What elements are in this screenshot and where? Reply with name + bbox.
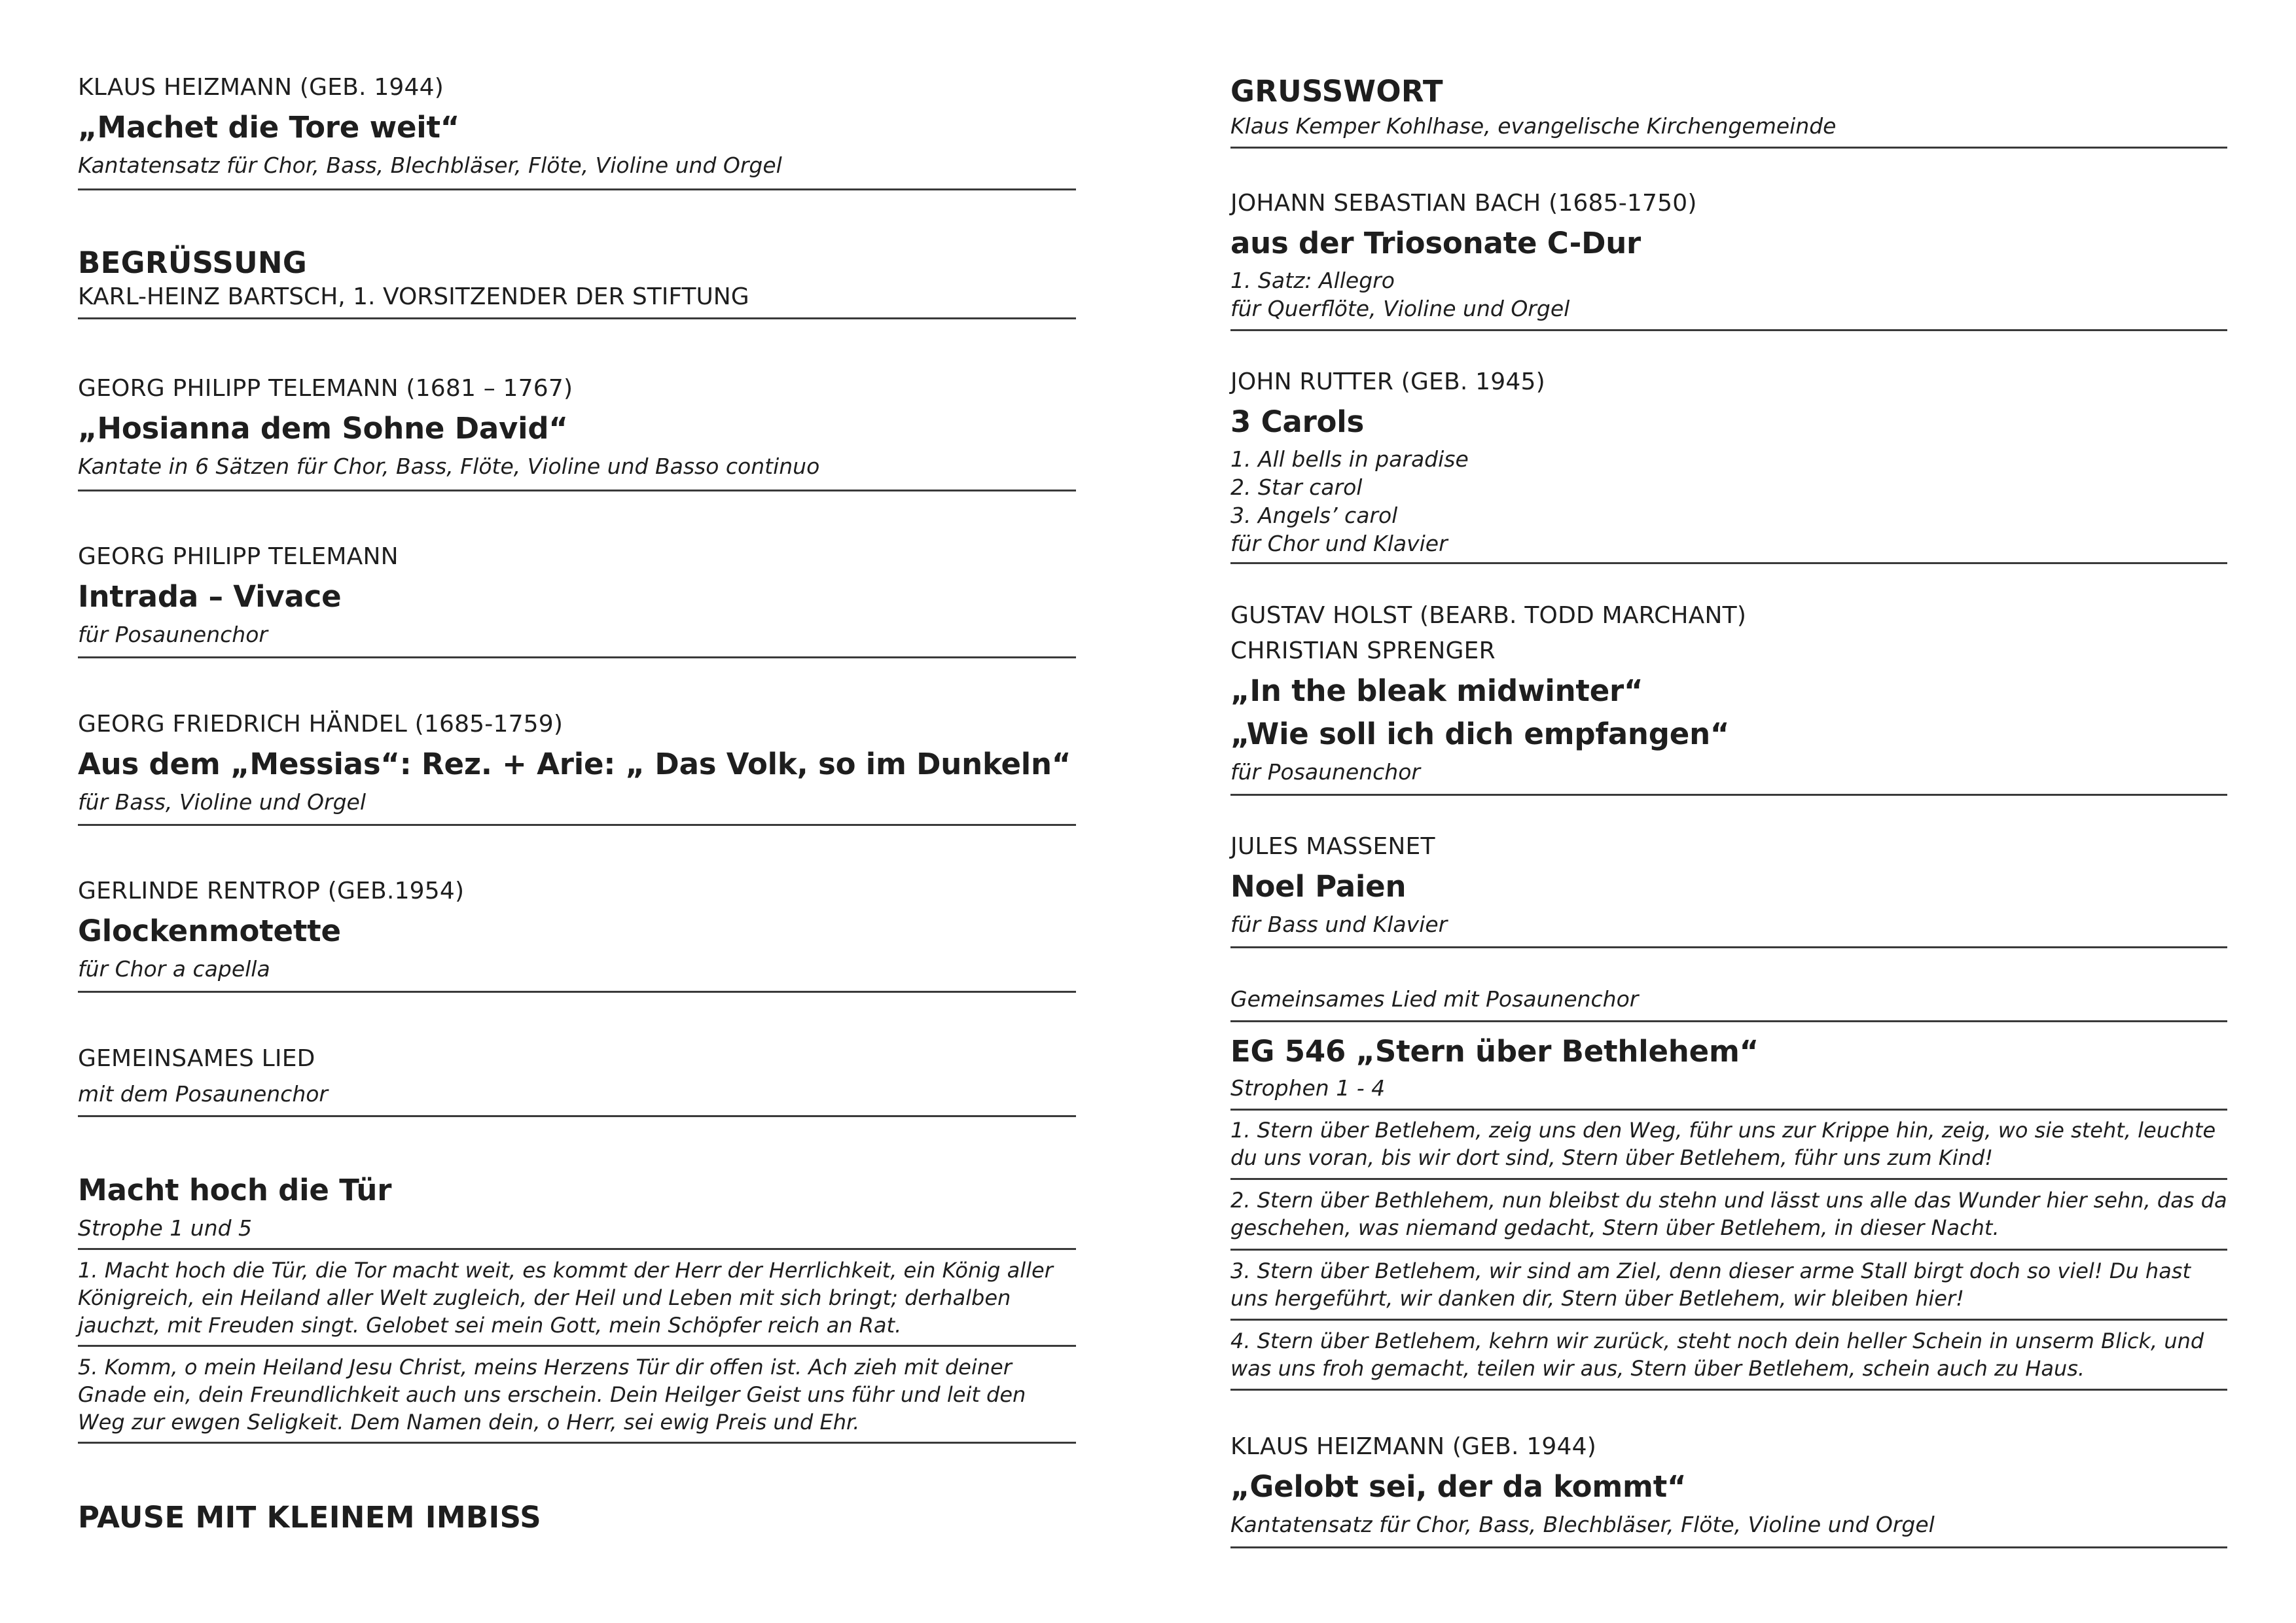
composer-name: GEORG PHILIPP TELEMANN (78, 543, 399, 570)
composer-name: GEORG FRIEDRICH HÄNDEL (1685-1759) (78, 711, 564, 738)
piece-title: aus der Triosonate C-Dur (1230, 226, 1641, 260)
divider (78, 991, 1076, 993)
divider (78, 824, 1076, 826)
carol-item: 2. Star carol (1230, 474, 1363, 500)
composer-name: GEMEINSAMES LIED (78, 1045, 315, 1072)
piece-title: 3 Carols (1230, 404, 1365, 439)
song-verse-1: 1. Stern über Betlehem, zeig uns den Weg, führ uns zur Krippe hin, zeig, wo sie steht, leuchte du uns voran, bis wir dort sind, Stern über Betlehem, führ uns zum Kind! (1230, 1118, 2216, 1170)
piece-title: „Hosianna dem Sohne David“ (78, 411, 568, 446)
composer-name: KLAUS HEIZMANN (GEB. 1944) (1230, 1433, 1596, 1460)
divider (1230, 1249, 2227, 1251)
composer-name: JULES MASSENET (1230, 833, 1435, 860)
section-heading: PAUSE MIT KLEINEM IMBISS (78, 1500, 541, 1535)
song-verse-2: 2. Stern über Bethlehem, nun bleibst du stehn und lässt uns alle das Wunder hier sehn, das da geschehen, was niemand gedacht, Stern über Betlehem, in dieser Nacht. (1230, 1188, 2227, 1240)
song-title: Macht hoch die Tür (78, 1173, 392, 1207)
divider (78, 490, 1076, 491)
song-verses-note: Strophe 1 und 5 (78, 1215, 253, 1241)
composer-name: JOHN RUTTER (GEB. 1945) (1230, 368, 1545, 395)
piece-description: für Querflöte, Violine und Orgel (1230, 296, 1570, 321)
piece-details (1230, 266, 1570, 323)
divider (1230, 1020, 2227, 1022)
song-intro: Gemeinsames Lied mit Posaunenchor (1230, 986, 1639, 1012)
divider (78, 1442, 1076, 1444)
carol-item: 3. Angels’ carol (1230, 503, 1398, 528)
piece-description: für Chor a capella (78, 956, 270, 982)
divider (78, 188, 1076, 190)
piece-description: mit dem Posaunenchor (78, 1081, 328, 1107)
composer-name: GEORG PHILIPP TELEMANN (1681 – 1767) (78, 375, 573, 402)
divider (1230, 1389, 2227, 1391)
piece-title: „Wie soll ich dich empfangen“ (1230, 717, 1730, 751)
piece-title: Glockenmotette (78, 914, 341, 948)
piece-movement: 1. Satz: Allegro (1230, 268, 1395, 293)
divider (78, 1248, 1076, 1250)
song-verse-5: 5. Komm, o mein Heiland Jesu Christ, meins Herzens Tür dir offen ist. Ach zieh mit deiner Gnade ein, dein Freundlichkeit auch uns erschein. Dein Heilger Geist uns führ und leit den Weg zur ewgen Seligkeit. Dem Namen dein, o Herr, sei ewig Preis und Ehr. (78, 1355, 1026, 1435)
piece-title: Intrada – Vivace (78, 579, 342, 614)
divider (78, 317, 1076, 319)
divider (1230, 562, 2227, 564)
piece-description: Kantatensatz für Chor, Bass, Blechbläser, Flöte, Violine und Orgel (78, 152, 782, 178)
piece-title: „Gelobt sei, der da kommt“ (1230, 1469, 1687, 1504)
divider (1230, 794, 2227, 796)
piece-title: „In the bleak midwinter“ (1230, 673, 1643, 708)
speaker-line: KARL-HEINZ BARTSCH, 1. VORSITZENDER DER STIFTUNG (78, 283, 749, 310)
divider (1230, 329, 2227, 331)
song-verse-3: 3. Stern über Betlehem, wir sind am Ziel, denn dieser arme Stall birgt doch so viel! Du hast uns hergeführt, wir danken dir, Stern über Betlehem, wir bleiben hier! (1230, 1258, 2191, 1311)
divider (1230, 946, 2227, 948)
piece-description: für Posaunenchor (78, 622, 268, 647)
piece-description: Kantate in 6 Sätzen für Chor, Bass, Flöte, Violine und Basso continuo (78, 454, 820, 479)
song-verses-note: Strophen 1 - 4 (1230, 1075, 1386, 1101)
divider (78, 656, 1076, 658)
composer-name: KLAUS HEIZMANN (GEB. 1944) (78, 74, 444, 101)
piece-title: Noel Paien (1230, 869, 1407, 904)
divider (1230, 147, 2227, 149)
piece-description: für Chor und Klavier (1230, 531, 1448, 556)
piece-description: für Bass und Klavier (1230, 912, 1448, 937)
song-verse-4: 4. Stern über Betlehem, kehrn wir zurück, steht noch dein heller Schein in unserm Blick, und was uns froh gemacht, teilen wir aus, Stern über Betlehem, schein auch zu Haus. (1230, 1329, 2204, 1381)
piece-description: für Bass, Violine und Orgel (78, 789, 367, 815)
composer-name: JOHANN SEBASTIAN BACH (1685-1750) (1230, 190, 1697, 217)
divider (78, 1115, 1076, 1117)
composer-name: CHRISTIAN SPRENGER (1230, 637, 1496, 664)
composer-name: GERLINDE RENTROP (GEB.1954) (78, 878, 465, 904)
carol-item: 1. All bells in paradise (1230, 446, 1469, 472)
divider (1230, 1109, 2227, 1111)
divider (1230, 1178, 2227, 1180)
piece-description: für Posaunenchor (1230, 759, 1420, 785)
piece-title: „Machet die Tore weit“ (78, 110, 460, 145)
speaker-line: Klaus Kemper Kohlhase, evangelische Kirchengemeinde (1230, 113, 1837, 139)
divider (1230, 1319, 2227, 1321)
divider (1230, 1546, 2227, 1548)
song-title: EG 546 „Stern über Bethlehem“ (1230, 1034, 1759, 1069)
divider (78, 1345, 1076, 1347)
piece-details (1230, 445, 1469, 558)
piece-description: Kantatensatz für Chor, Bass, Blechbläser, Flöte, Violine und Orgel (1230, 1512, 1935, 1537)
song-verse-1: 1. Macht hoch die Tür, die Tor macht weit, es kommt der Herr der Herrlichkeit, ein König aller Königreich, ein Heiland aller Welt zugleich, der Heil und Leben mit sich bringt; derhalben jauchzt, mit Freuden singt. Gelobet sei mein Gott, mein Schöpfer reich an Rat. (78, 1258, 1053, 1338)
piece-title: Aus dem „Messias“: Rez. + Arie: „ Das Volk, so im Dunkeln“ (78, 747, 1071, 781)
section-heading: GRUSSWORT (1230, 74, 1443, 109)
section-heading: BEGRÜSSUNG (78, 245, 308, 280)
composer-name: GUSTAV HOLST (BEARB. TODD MARCHANT) (1230, 602, 1747, 629)
